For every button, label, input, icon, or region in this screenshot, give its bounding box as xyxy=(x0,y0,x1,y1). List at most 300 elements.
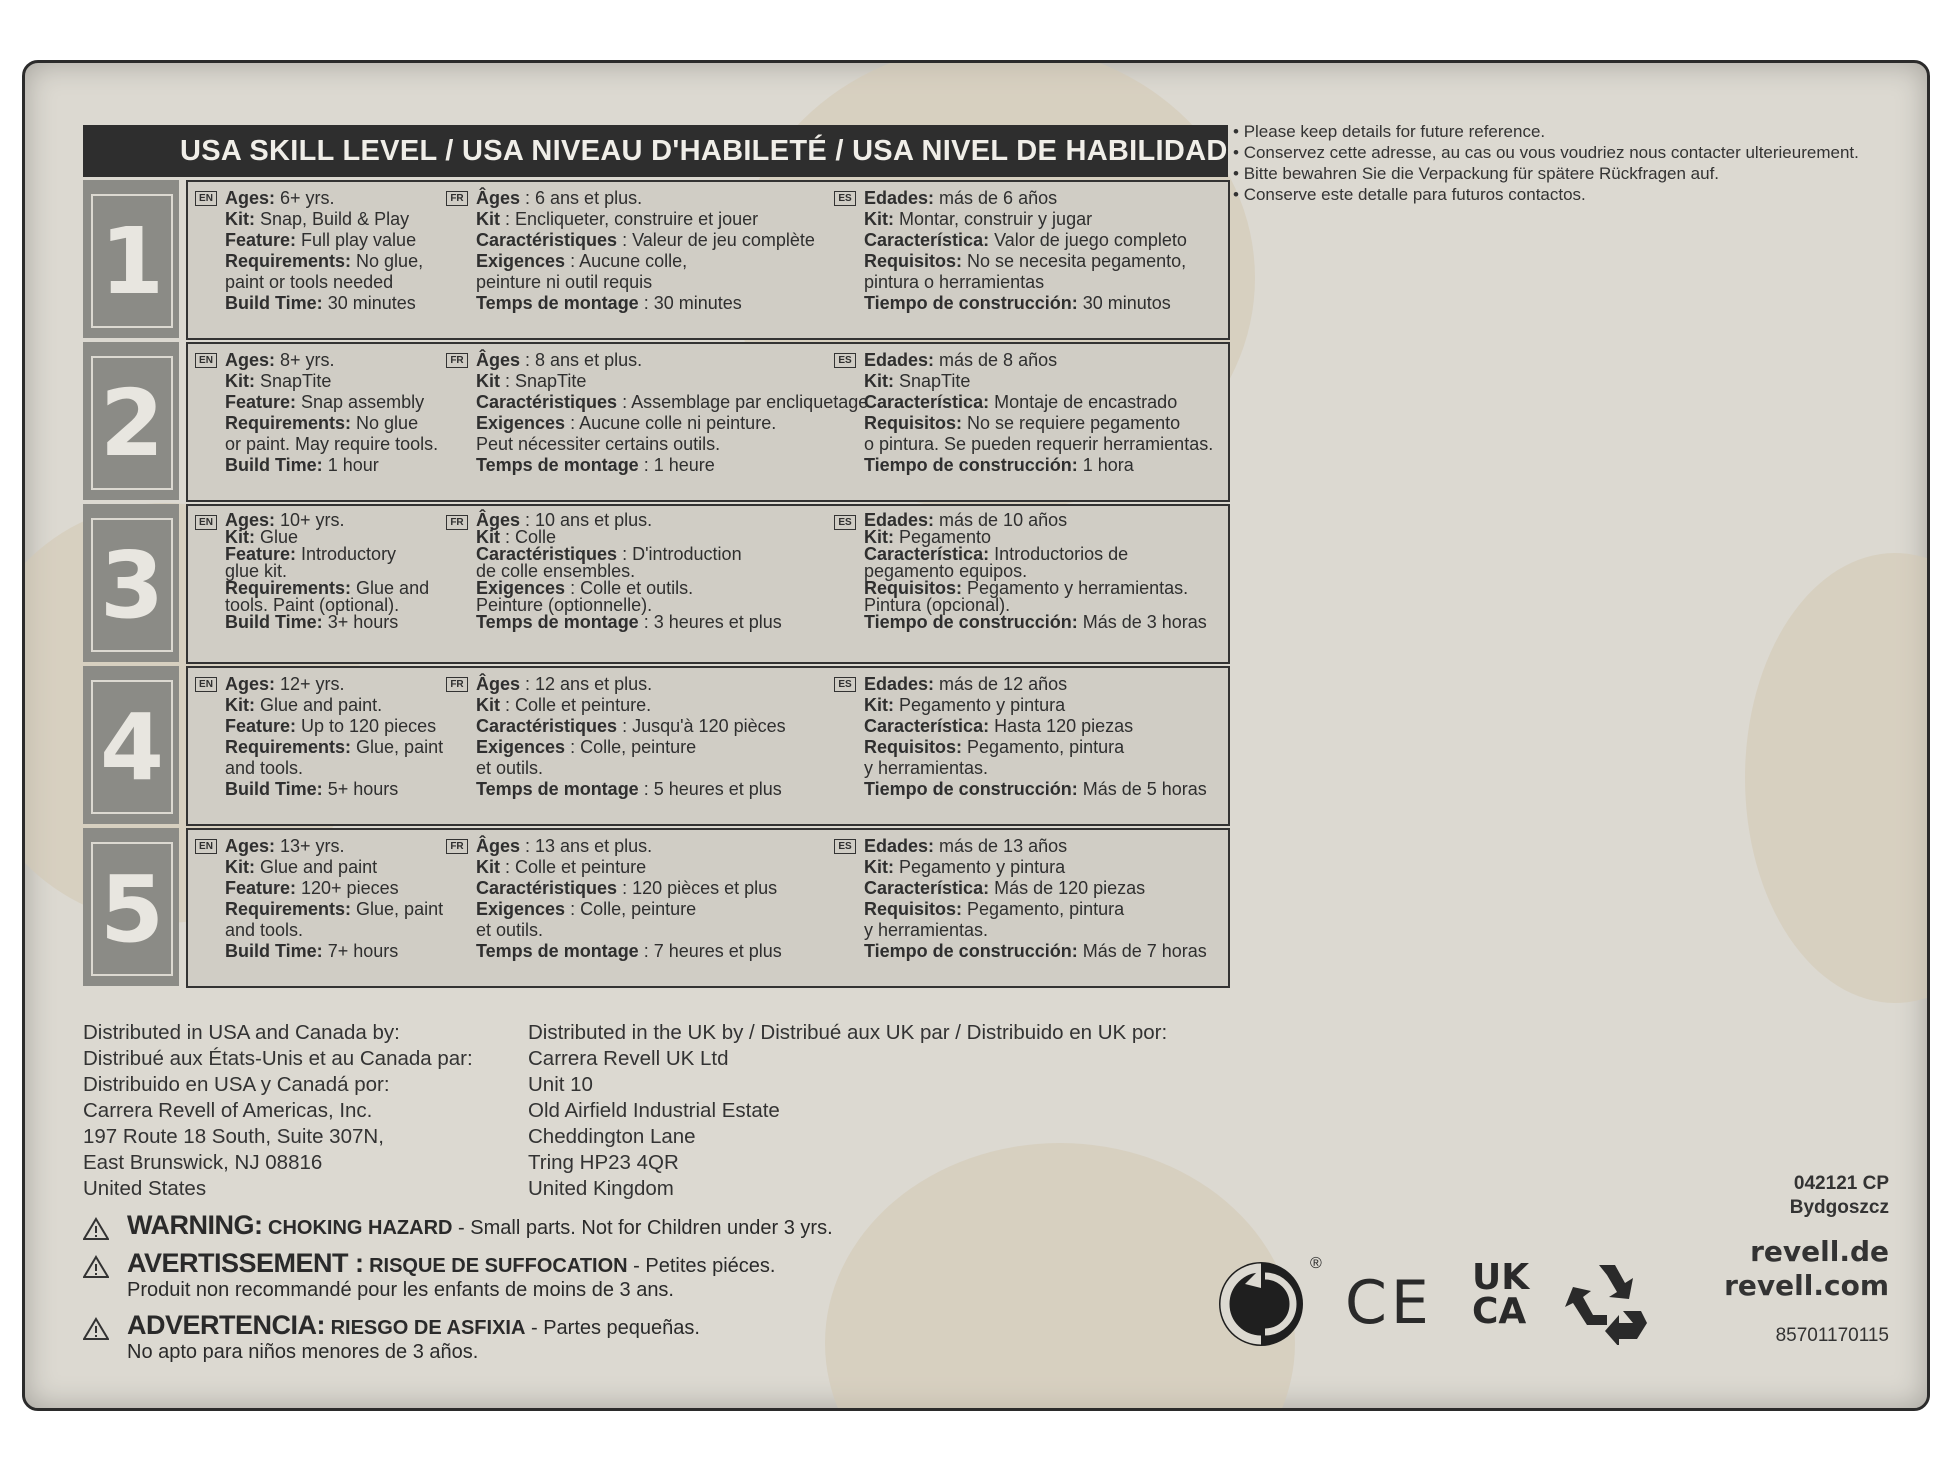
detail-value: más de 10 años xyxy=(934,510,1068,530)
detail-value: Pegamento, pintura xyxy=(962,899,1125,919)
detail-line xyxy=(195,758,443,779)
detail-value: : Jusqu'à 120 pièces xyxy=(617,716,786,736)
warning-hazard: RISQUE DE SUFFOCATION xyxy=(363,1255,628,1277)
detail-label: Caractéristiques xyxy=(476,716,618,736)
detail-value: Pegamento y pintura xyxy=(894,857,1066,877)
detail-line xyxy=(195,272,423,293)
detail-value: : Assemblage par encliquetage xyxy=(617,392,869,412)
detail-line xyxy=(446,758,786,779)
detail-line xyxy=(834,209,1187,230)
detail-value: : Encliqueter, construire et jouer xyxy=(500,209,759,229)
distributor-uk-line: Distributed in the UK by / Distribué aux UK par / Distribuido en UK por: xyxy=(528,1021,1168,1044)
detail-label: Kit: xyxy=(225,527,255,547)
detail-line xyxy=(195,779,443,800)
detail-label: Build Time: xyxy=(225,612,323,632)
detail-label: Edades: xyxy=(864,350,935,370)
detail-line xyxy=(834,857,1207,878)
distributor-us-line: Carrera Revell of Americas, Inc. xyxy=(83,1099,373,1122)
detail-label: Caractéristiques xyxy=(476,392,618,412)
detail-line xyxy=(446,455,868,476)
level-details xyxy=(186,342,1230,502)
skill-level-row xyxy=(83,828,1228,987)
ukca-ca: CA xyxy=(1472,1291,1527,1332)
detail-label: Edades: xyxy=(864,674,935,694)
detail-value: pintura o herramientas xyxy=(864,272,1045,292)
detail-line xyxy=(195,209,423,230)
detail-line xyxy=(834,455,1213,476)
distributor-uk-line: Unit 10 xyxy=(528,1073,593,1096)
detail-value: : 30 minutes xyxy=(638,293,742,313)
lang-badge: FR xyxy=(446,353,468,368)
detail-label: Característica: xyxy=(864,392,990,412)
detail-value: : 10 ans et plus. xyxy=(520,510,653,530)
detail-value: SnapTite xyxy=(894,371,971,391)
detail-label: Exigences xyxy=(476,737,566,757)
detail-value: peinture ni outil requis xyxy=(476,272,653,292)
skill-level-row xyxy=(83,342,1228,501)
detail-line xyxy=(446,272,815,293)
detail-line xyxy=(834,188,1187,209)
detail-label: Feature: xyxy=(225,878,297,898)
detail-value: : Colle et peinture. xyxy=(500,695,652,715)
detail-label: Kit: xyxy=(864,371,894,391)
detail-value: : Colle, peinture xyxy=(565,737,697,757)
detail-value: glue kit. xyxy=(225,561,288,581)
detail-value: : Valeur de jeu complète xyxy=(617,230,815,250)
detail-line xyxy=(446,209,815,230)
level-number-block xyxy=(83,828,179,986)
detail-value: de colle ensembles. xyxy=(476,561,636,581)
detail-value: 3+ hours xyxy=(322,612,399,632)
level-number: 3 xyxy=(91,518,173,652)
detail-label: Build Time: xyxy=(225,941,323,961)
skill-level-row xyxy=(83,180,1228,339)
distributor-us-line: Distributed in USA and Canada by: xyxy=(83,1021,400,1044)
detail-value: paint or tools needed xyxy=(225,272,394,292)
detail-label: Build Time: xyxy=(225,455,323,475)
warning-triangle-icon xyxy=(83,1317,109,1341)
detail-label: Temps de montage xyxy=(476,612,639,632)
detail-line xyxy=(446,695,786,716)
skill-level-row xyxy=(83,504,1228,663)
detail-value: and tools. xyxy=(225,758,304,778)
detail-label: Feature: xyxy=(225,230,297,250)
detail-line xyxy=(834,836,1207,857)
skill-level-header: USA SKILL LEVEL / USA NIVEAU D'HABILETÉ / USA NIVEL DE HABILIDAD xyxy=(83,125,1228,177)
detail-line xyxy=(446,899,782,920)
detail-line xyxy=(834,434,1213,455)
website-com: revell.com xyxy=(1724,1269,1889,1302)
detail-value: Peut nécessiter certains outils. xyxy=(476,434,721,454)
detail-value: : D'introduction xyxy=(617,544,742,564)
registered-mark: ® xyxy=(1310,1255,1322,1272)
detail-value: 1 hora xyxy=(1077,455,1134,475)
warning-line2: Produit non recommandé pour les enfants de moins de 3 ans. xyxy=(127,1279,674,1301)
detail-line xyxy=(446,920,782,941)
reference-notes xyxy=(1233,121,1859,205)
lang-badge: ES xyxy=(834,353,856,368)
detail-value: : Colle et outils. xyxy=(565,578,694,598)
detail-line xyxy=(446,779,786,800)
lang-badge: EN xyxy=(195,191,217,206)
level-fr-column xyxy=(446,350,868,476)
detail-value: 13+ yrs. xyxy=(275,836,345,856)
detail-value: and tools. xyxy=(225,920,304,940)
detail-label: Exigences xyxy=(476,413,566,433)
detail-value: : 12 ans et plus. xyxy=(520,674,653,694)
ukca-mark xyxy=(1472,1257,1530,1332)
detail-line xyxy=(446,857,782,878)
level-es-column xyxy=(834,674,1207,800)
city: Bydgoszcz xyxy=(1789,1197,1889,1218)
detail-line xyxy=(195,251,423,272)
detail-line xyxy=(195,350,438,371)
detail-value: tools. Paint (optional). xyxy=(225,595,400,615)
detail-line xyxy=(195,371,438,392)
detail-value: No glue, xyxy=(351,251,424,271)
ce-mark: CE xyxy=(1345,1268,1433,1338)
distributor-us-line: 197 Route 18 South, Suite 307N, xyxy=(83,1125,384,1148)
detail-value: Glue and xyxy=(351,578,430,598)
detail-value: más de 6 años xyxy=(934,188,1058,208)
level-number: 4 xyxy=(91,680,173,814)
detail-line xyxy=(834,251,1187,272)
skill-level-row xyxy=(83,666,1228,825)
detail-value: Pintura (opcional). xyxy=(864,595,1011,615)
level-number: 5 xyxy=(91,842,173,976)
warning-head: WARNING: xyxy=(127,1210,263,1240)
lang-badge: FR xyxy=(446,839,468,854)
detail-label: Exigences xyxy=(476,578,566,598)
detail-label: Feature: xyxy=(225,716,297,736)
detail-label: Ages: xyxy=(225,188,276,208)
detail-label: Edades: xyxy=(864,510,935,530)
detail-label: Característica: xyxy=(864,544,990,564)
detail-label: Feature: xyxy=(225,544,297,564)
detail-line xyxy=(834,350,1213,371)
detail-label: Kit: xyxy=(225,371,255,391)
detail-label: Tiempo de construcción: xyxy=(864,612,1078,632)
detail-line xyxy=(834,878,1207,899)
warning-fr xyxy=(83,1248,776,1302)
detail-label: Característica: xyxy=(864,878,990,898)
detail-label: Tiempo de construcción: xyxy=(864,779,1078,799)
stain xyxy=(1745,553,1930,1003)
detail-line xyxy=(834,941,1207,962)
detail-value: Pegamento y pintura xyxy=(894,695,1066,715)
detail-value: más de 8 años xyxy=(934,350,1058,370)
level-fr-column xyxy=(446,188,815,314)
detail-line xyxy=(446,674,786,695)
detail-value: o pintura. Se pueden requerir herramientas. xyxy=(864,434,1214,454)
level-number-block xyxy=(83,180,179,338)
detail-value: Snap, Build & Play xyxy=(255,209,410,229)
detail-value: Pegamento y herramientas. xyxy=(962,578,1189,598)
detail-label: Kit: xyxy=(864,695,894,715)
detail-label: Exigences xyxy=(476,899,566,919)
detail-value: SnapTite xyxy=(255,371,332,391)
lang-badge: ES xyxy=(834,515,856,530)
warning-en xyxy=(83,1210,833,1240)
detail-value: Glue and paint xyxy=(255,857,378,877)
detail-line xyxy=(834,695,1207,716)
level-details xyxy=(186,504,1230,664)
note-line: • Conserve este detalle para futuros contactos. xyxy=(1233,184,1859,205)
detail-value: Más de 5 horas xyxy=(1077,779,1207,799)
level-details xyxy=(186,828,1230,988)
detail-line xyxy=(446,392,868,413)
detail-value: Peinture (optionnelle). xyxy=(476,595,653,615)
detail-value: Más de 120 piezas xyxy=(989,878,1146,898)
detail-line xyxy=(446,188,815,209)
detail-label: Característica: xyxy=(864,230,990,250)
detail-value: Más de 3 horas xyxy=(1077,612,1207,632)
detail-line xyxy=(834,737,1207,758)
detail-line xyxy=(834,272,1187,293)
detail-label: Kit xyxy=(476,857,500,877)
detail-label: Ages: xyxy=(225,510,276,530)
detail-value: Introductory xyxy=(296,544,397,564)
detail-value: Montaje de encastrado xyxy=(989,392,1178,412)
lang-badge: FR xyxy=(446,515,468,530)
detail-value: y herramientas. xyxy=(864,758,989,778)
detail-label: Kit: xyxy=(225,209,255,229)
detail-line xyxy=(834,230,1187,251)
distributor-us-line: East Brunswick, NJ 08816 xyxy=(83,1151,323,1174)
warning-head: AVERTISSEMENT : xyxy=(127,1248,364,1278)
detail-label: Temps de montage xyxy=(476,779,639,799)
detail-value: : 1 heure xyxy=(638,455,715,475)
detail-label: Requirements: xyxy=(225,413,352,433)
detail-value: : Aucune colle ni peinture. xyxy=(565,413,777,433)
lang-badge: EN xyxy=(195,677,217,692)
warning-triangle-icon xyxy=(83,1255,109,1279)
level-details xyxy=(186,666,1230,826)
detail-line xyxy=(195,695,443,716)
package-back-panel xyxy=(22,60,1930,1411)
level-number-block xyxy=(83,504,179,662)
lang-badge: EN xyxy=(195,839,217,854)
detail-label: Kit: xyxy=(864,209,894,229)
level-details xyxy=(186,180,1230,340)
detail-line xyxy=(195,614,429,631)
detail-value: 7+ hours xyxy=(322,941,399,961)
detail-label: Kit xyxy=(476,527,500,547)
recycle-icon xyxy=(1563,1257,1651,1345)
detail-label: Caractéristiques xyxy=(476,544,618,564)
detail-label: Requisitos: xyxy=(864,413,963,433)
lang-badge: EN xyxy=(195,515,217,530)
detail-line xyxy=(195,836,443,857)
detail-line xyxy=(834,920,1207,941)
detail-value: 30 minutos xyxy=(1077,293,1171,313)
detail-value: : SnapTite xyxy=(500,371,587,391)
detail-value: : Aucune colle, xyxy=(565,251,688,271)
batch-code: 042121 CP xyxy=(1793,1173,1889,1194)
detail-label: Âges xyxy=(476,188,521,208)
detail-line xyxy=(446,614,782,631)
detail-value: 120+ pieces xyxy=(296,878,399,898)
detail-value: Glue xyxy=(255,527,299,547)
detail-label: Kit xyxy=(476,209,500,229)
detail-value: : 3 heures et plus xyxy=(638,612,782,632)
detail-label: Requirements: xyxy=(225,578,352,598)
level-es-column xyxy=(834,188,1187,314)
lang-badge: ES xyxy=(834,839,856,854)
detail-line xyxy=(446,836,782,857)
detail-value: No se requiere pegamento xyxy=(962,413,1181,433)
detail-value: : 8 ans et plus. xyxy=(520,350,643,370)
note-line: • Please keep details for future reference. xyxy=(1233,121,1859,142)
detail-value: Glue, paint xyxy=(351,737,444,757)
level-fr-column xyxy=(446,512,782,631)
detail-value: 30 minutes xyxy=(322,293,416,313)
detail-line xyxy=(834,779,1207,800)
detail-label: Temps de montage xyxy=(476,941,639,961)
detail-value: or paint. May require tools. xyxy=(225,434,439,454)
detail-line xyxy=(446,941,782,962)
detail-value: : Colle et peinture xyxy=(500,857,647,877)
detail-value: : 6 ans et plus. xyxy=(520,188,643,208)
detail-label: Build Time: xyxy=(225,779,323,799)
detail-value: 12+ yrs. xyxy=(275,674,345,694)
detail-line xyxy=(834,674,1207,695)
detail-label: Requisitos: xyxy=(864,737,963,757)
lang-badge: FR xyxy=(446,677,468,692)
detail-line xyxy=(195,674,443,695)
detail-line xyxy=(446,371,868,392)
warning-line2: No apto para niños menores de 3 años. xyxy=(127,1341,479,1363)
distributor-uk-line: Cheddington Lane xyxy=(528,1125,696,1148)
level-fr-column xyxy=(446,836,782,962)
detail-label: Requisitos: xyxy=(864,251,963,271)
detail-label: Característica: xyxy=(864,716,990,736)
distributor-uk-line: Carrera Revell UK Ltd xyxy=(528,1047,729,1070)
note-line: • Bitte bewahren Sie die Verpackung für spätere Rückfragen auf. xyxy=(1233,163,1859,184)
detail-value: Más de 7 horas xyxy=(1077,941,1207,961)
detail-value: Snap assembly xyxy=(296,392,425,412)
detail-label: Kit xyxy=(476,371,500,391)
warning-head: ADVERTENCIA: xyxy=(127,1310,326,1340)
detail-label: Requisitos: xyxy=(864,899,963,919)
warning-text: - Petites piéces. xyxy=(627,1255,776,1277)
detail-label: Kit: xyxy=(225,695,255,715)
detail-line xyxy=(195,716,443,737)
detail-line xyxy=(834,758,1207,779)
distributor-us-line: Distribué aux États-Unis et au Canada par: xyxy=(83,1047,473,1070)
detail-label: Tiempo de construcción: xyxy=(864,941,1078,961)
detail-value: No glue xyxy=(351,413,419,433)
detail-line xyxy=(446,230,815,251)
distributor-us-line: Distribuido en USA y Canadá por: xyxy=(83,1073,390,1096)
note-line: • Conservez cette adresse, au cas ou vous voudriez nous contacter ulterieurement. xyxy=(1233,142,1859,163)
detail-label: Âges xyxy=(476,836,521,856)
detail-value: 10+ yrs. xyxy=(275,510,345,530)
distributor-uk-line: Tring HP23 4QR xyxy=(528,1151,679,1174)
level-en-column xyxy=(195,350,438,476)
detail-value: : 120 pièces et plus xyxy=(617,878,778,898)
level-es-column xyxy=(834,836,1207,962)
detail-value: Glue, paint xyxy=(351,899,444,919)
detail-label: Requisitos: xyxy=(864,578,963,598)
detail-value: más de 13 años xyxy=(934,836,1068,856)
website-de: revell.de xyxy=(1750,1235,1889,1268)
detail-value: Pegamento, pintura xyxy=(962,737,1125,757)
detail-value: : Colle xyxy=(500,527,557,547)
detail-line xyxy=(195,392,438,413)
detail-line xyxy=(446,716,786,737)
detail-label: Caractéristiques xyxy=(476,230,618,250)
level-number-block xyxy=(83,666,179,824)
detail-line xyxy=(446,737,786,758)
detail-value: 6+ yrs. xyxy=(275,188,335,208)
detail-label: Tiempo de construcción: xyxy=(864,293,1078,313)
product-code: 85701170115 xyxy=(1775,1325,1889,1346)
skill-level-table xyxy=(83,125,1228,987)
detail-line xyxy=(195,230,423,251)
detail-line xyxy=(446,413,868,434)
detail-line xyxy=(834,716,1207,737)
detail-value: Introductorios de xyxy=(989,544,1129,564)
detail-value: : 13 ans et plus. xyxy=(520,836,653,856)
detail-label: Kit xyxy=(476,695,500,715)
level-number: 1 xyxy=(91,194,173,328)
detail-label: Requirements: xyxy=(225,737,352,757)
detail-label: Kit: xyxy=(864,527,894,547)
detail-value: 1 hour xyxy=(322,455,379,475)
lang-badge: FR xyxy=(446,191,468,206)
detail-label: Ages: xyxy=(225,350,276,370)
detail-value: Hasta 120 piezas xyxy=(989,716,1134,736)
detail-value: : 7 heures et plus xyxy=(638,941,782,961)
detail-value: 5+ hours xyxy=(322,779,399,799)
detail-label: Caractéristiques xyxy=(476,878,618,898)
detail-line xyxy=(834,413,1213,434)
warning-hazard: CHOKING HAZARD xyxy=(262,1217,453,1239)
detail-value: Valor de juego completo xyxy=(989,230,1187,250)
level-en-column xyxy=(195,836,443,962)
ukca-uk: UK xyxy=(1472,1257,1530,1298)
detail-label: Ages: xyxy=(225,836,276,856)
detail-value: et outils. xyxy=(476,758,544,778)
detail-label: Tiempo de construcción: xyxy=(864,455,1078,475)
level-en-column xyxy=(195,188,423,314)
detail-value: No se necesita pegamento, xyxy=(962,251,1187,271)
level-fr-column xyxy=(446,674,786,800)
detail-value: más de 12 años xyxy=(934,674,1068,694)
detail-label: Edades: xyxy=(864,188,935,208)
detail-line xyxy=(834,371,1213,392)
detail-label: Âges xyxy=(476,510,521,530)
detail-line xyxy=(446,350,868,371)
detail-label: Feature: xyxy=(225,392,297,412)
detail-label: Kit: xyxy=(225,857,255,877)
warning-triangle-icon xyxy=(83,1217,109,1241)
detail-line xyxy=(446,251,815,272)
distributor-uk xyxy=(528,1020,1167,1202)
detail-label: Âges xyxy=(476,674,521,694)
lang-badge: ES xyxy=(834,191,856,206)
detail-value: pegamento equipos. xyxy=(864,561,1028,581)
detail-line xyxy=(834,899,1207,920)
lang-badge: EN xyxy=(195,353,217,368)
green-dot-icon xyxy=(1215,1258,1307,1350)
detail-line xyxy=(195,878,443,899)
detail-label: Kit: xyxy=(864,857,894,877)
detail-label: Âges xyxy=(476,350,521,370)
detail-line xyxy=(834,392,1213,413)
level-en-column xyxy=(195,674,443,800)
